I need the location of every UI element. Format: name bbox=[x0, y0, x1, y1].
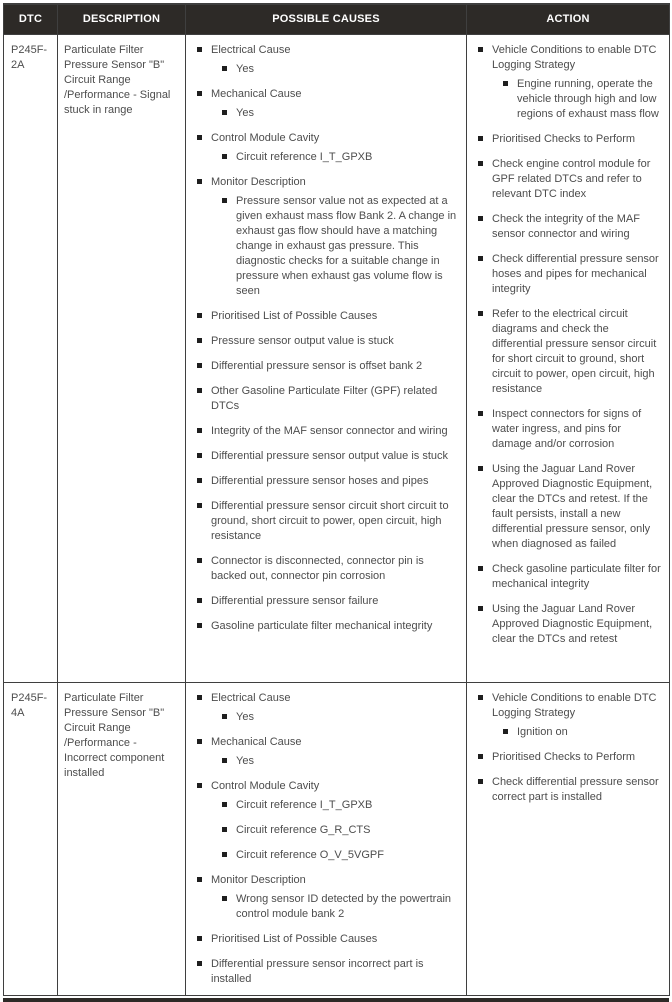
list-item-text: Refer to the electrical circuit diagrams and check the differential pressure sensor circuit for short circuit to ground, short circuit to power, open circuit, high resistance bbox=[492, 307, 657, 395]
bullet-square-icon bbox=[478, 606, 483, 611]
list-item-text: Differential pressure sensor failure bbox=[211, 594, 379, 607]
action-list bbox=[478, 43, 661, 647]
list-item bbox=[478, 750, 661, 765]
list-item bbox=[222, 798, 458, 813]
list-item-text: Mechanical Cause bbox=[211, 735, 302, 748]
list-item bbox=[197, 43, 458, 58]
possible-causes-cell bbox=[186, 682, 467, 995]
description-cell bbox=[58, 682, 186, 995]
list-item-text: Using the Jaguar Land Rover Approved Diagnostic Equipment, clear the DTCs and retest. If the fault persists, install a new differential pressure sensor, only when diagnosed as failed bbox=[492, 462, 653, 550]
list-item bbox=[222, 823, 458, 838]
bullet-square-icon bbox=[197, 135, 202, 140]
list-item bbox=[197, 932, 458, 947]
bullet-square-icon bbox=[197, 783, 202, 788]
list-item-text: Pressure sensor output value is stuck bbox=[211, 334, 394, 347]
list-item-text: Gasoline particulate filter mechanical integrity bbox=[211, 619, 433, 632]
bullet-square-icon bbox=[197, 623, 202, 628]
list-item bbox=[197, 87, 458, 102]
dtc-code: P245F-4A bbox=[11, 691, 48, 719]
list-item bbox=[197, 779, 458, 794]
list-item bbox=[197, 735, 458, 750]
list-item bbox=[197, 449, 458, 464]
list-item bbox=[197, 554, 458, 584]
list-item bbox=[478, 212, 661, 242]
bullet-square-icon bbox=[222, 714, 227, 719]
table-row bbox=[4, 682, 670, 995]
bullet-square-icon bbox=[222, 66, 227, 71]
bullet-square-icon bbox=[478, 411, 483, 416]
bullet-square-icon bbox=[197, 503, 202, 508]
bullet-square-icon bbox=[197, 478, 202, 483]
bullet-square-icon bbox=[478, 216, 483, 221]
list-item-text: Pressure sensor value not as expected at a given exhaust mass flow Bank 2. A change in exhaust gas flow should have a matching change in exhaust gas pressure. This diagnostic checks for a suitable change in pressure when exhaust gas volume flow is seen bbox=[236, 194, 457, 297]
column-header-description: DESCRIPTION bbox=[58, 4, 186, 34]
bullet-square-icon bbox=[197, 91, 202, 96]
bullet-square-icon bbox=[197, 179, 202, 184]
list-item bbox=[197, 957, 458, 987]
list-item bbox=[478, 691, 661, 721]
list-item bbox=[197, 474, 458, 489]
list-item bbox=[197, 359, 458, 374]
bullet-square-icon bbox=[478, 136, 483, 141]
list-item bbox=[197, 384, 458, 414]
bullet-square-icon bbox=[197, 313, 202, 318]
list-item bbox=[478, 157, 661, 202]
bullet-square-icon bbox=[197, 558, 202, 563]
bullet-square-icon bbox=[478, 695, 483, 700]
bullet-square-icon bbox=[478, 754, 483, 759]
list-item bbox=[478, 407, 661, 452]
column-header-possible-causes: POSSIBLE CAUSES bbox=[186, 4, 467, 34]
list-item bbox=[197, 499, 458, 544]
list-item bbox=[197, 594, 458, 609]
bullet-square-icon bbox=[222, 198, 227, 203]
list-item-text: Vehicle Conditions to enable DTC Logging Strategy bbox=[492, 691, 657, 719]
bullet-square-icon bbox=[222, 110, 227, 115]
list-item bbox=[197, 873, 458, 888]
bullet-square-icon bbox=[478, 47, 483, 52]
list-item-text: Wrong sensor ID detected by the powertrain control module bank 2 bbox=[236, 892, 452, 920]
bullet-square-icon bbox=[478, 779, 483, 784]
list-item bbox=[478, 462, 661, 552]
bullet-square-icon bbox=[478, 161, 483, 166]
bullet-square-icon bbox=[478, 256, 483, 261]
bullet-square-icon bbox=[503, 81, 508, 86]
dtc-code: P245F-2A bbox=[11, 43, 48, 71]
bullet-square-icon bbox=[197, 47, 202, 52]
next-table-header-bar bbox=[3, 998, 669, 1002]
list-item bbox=[222, 62, 458, 77]
bullet-square-icon bbox=[197, 936, 202, 941]
list-item bbox=[222, 106, 458, 121]
list-item-text: Mechanical Cause bbox=[211, 87, 302, 100]
bullet-square-icon bbox=[478, 311, 483, 316]
bullet-square-icon bbox=[197, 388, 202, 393]
bullet-square-icon bbox=[197, 877, 202, 882]
list-item bbox=[197, 334, 458, 349]
list-item-text: Using the Jaguar Land Rover Approved Diagnostic Equipment, clear the DTCs and retest bbox=[492, 602, 653, 645]
possible-causes-list bbox=[197, 691, 458, 987]
bullet-square-icon bbox=[197, 453, 202, 458]
list-item-text: Circuit reference I_T_GPXB bbox=[236, 150, 373, 163]
list-item-text: Integrity of the MAF sensor connector and wiring bbox=[211, 424, 448, 437]
bullet-square-icon bbox=[222, 758, 227, 763]
list-item-text: Check gasoline particulate filter for mechanical integrity bbox=[492, 562, 661, 590]
list-item bbox=[478, 562, 661, 592]
list-item-text: Yes bbox=[236, 106, 254, 119]
list-item bbox=[478, 43, 661, 73]
action-cell bbox=[467, 682, 670, 995]
bullet-square-icon bbox=[197, 428, 202, 433]
list-item-text: Differential pressure sensor output value is stuck bbox=[211, 449, 449, 462]
dtc-table bbox=[3, 3, 670, 996]
possible-causes-cell bbox=[186, 34, 467, 682]
list-item bbox=[478, 307, 661, 397]
list-item-text: Differential pressure sensor circuit short circuit to ground, short circuit to power, open circuit, high resistance bbox=[211, 499, 449, 542]
list-item-text: Monitor Description bbox=[211, 175, 306, 188]
list-item bbox=[197, 691, 458, 706]
bullet-square-icon bbox=[222, 827, 227, 832]
list-item bbox=[197, 619, 458, 634]
list-item bbox=[222, 754, 458, 769]
list-item bbox=[197, 424, 458, 439]
list-item-text: Yes bbox=[236, 754, 254, 767]
list-item-text: Connector is disconnected, connector pin is backed out, connector pin corrosion bbox=[211, 554, 424, 582]
bullet-square-icon bbox=[197, 598, 202, 603]
list-item-text: Prioritised List of Possible Causes bbox=[211, 309, 378, 322]
list-item-text: Check engine control module for GPF related DTCs and refer to relevant DTC index bbox=[492, 157, 651, 200]
list-item-text: Control Module Cavity bbox=[211, 131, 320, 144]
list-item bbox=[222, 150, 458, 165]
bullet-square-icon bbox=[197, 363, 202, 368]
bullet-square-icon bbox=[478, 566, 483, 571]
list-item-text: Ignition on bbox=[517, 725, 568, 738]
list-item bbox=[503, 77, 661, 122]
column-header-action: ACTION bbox=[467, 4, 670, 34]
list-item-text: Yes bbox=[236, 710, 254, 723]
list-item-text: Differential pressure sensor hoses and pipes bbox=[211, 474, 429, 487]
list-item bbox=[478, 602, 661, 647]
list-item-text: Other Gasoline Particulate Filter (GPF) related DTCs bbox=[211, 384, 438, 412]
list-item-text: Check differential pressure sensor correct part is installed bbox=[492, 775, 659, 803]
list-item bbox=[478, 775, 661, 805]
list-item bbox=[222, 848, 458, 863]
bullet-square-icon bbox=[222, 896, 227, 901]
bullet-square-icon bbox=[478, 466, 483, 471]
list-item-text: Prioritised Checks to Perform bbox=[492, 132, 636, 145]
list-item bbox=[222, 892, 458, 922]
list-item-text: Circuit reference G_R_CTS bbox=[236, 823, 371, 836]
bullet-square-icon bbox=[197, 739, 202, 744]
list-item-text: Differential pressure sensor incorrect part is installed bbox=[211, 957, 424, 985]
list-item-text: Yes bbox=[236, 62, 254, 75]
list-item bbox=[503, 725, 661, 740]
bullet-square-icon bbox=[222, 852, 227, 857]
list-item bbox=[197, 309, 458, 324]
description-cell bbox=[58, 34, 186, 682]
bullet-square-icon bbox=[197, 338, 202, 343]
list-item bbox=[222, 710, 458, 725]
list-item bbox=[222, 194, 458, 299]
list-item-text: Check the integrity of the MAF sensor connector and wiring bbox=[492, 212, 640, 240]
list-item-text: Engine running, operate the vehicle through high and low regions of exhaust mass flow bbox=[517, 77, 659, 120]
list-item bbox=[478, 252, 661, 297]
description-text: Particulate Filter Pressure Sensor "B" Circuit Range /Performance - Signal stuck in range bbox=[64, 43, 171, 116]
action-cell bbox=[467, 34, 670, 682]
dtc-code-cell bbox=[4, 682, 58, 995]
list-item-text: Differential pressure sensor is offset bank 2 bbox=[211, 359, 423, 372]
list-item-text: Control Module Cavity bbox=[211, 779, 320, 792]
list-item-text: Electrical Cause bbox=[211, 43, 291, 56]
bullet-square-icon bbox=[197, 961, 202, 966]
bullet-square-icon bbox=[222, 154, 227, 159]
dtc-code-cell bbox=[4, 34, 58, 682]
bullet-square-icon bbox=[222, 802, 227, 807]
list-item bbox=[478, 132, 661, 147]
bullet-square-icon bbox=[503, 729, 508, 734]
column-header-dtc: DTC bbox=[4, 4, 58, 34]
action-list bbox=[478, 691, 661, 805]
list-item-text: Monitor Description bbox=[211, 873, 306, 886]
list-item-text: Inspect connectors for signs of water ingress, and pins for damage and/or corrosion bbox=[492, 407, 642, 450]
list-item-text: Electrical Cause bbox=[211, 691, 291, 704]
list-item-text: Prioritised List of Possible Causes bbox=[211, 932, 378, 945]
description-text: Particulate Filter Pressure Sensor "B" Circuit Range /Performance - Incorrect component installed bbox=[64, 691, 165, 779]
table-row bbox=[4, 34, 670, 682]
table-header-row bbox=[4, 4, 670, 34]
list-item bbox=[197, 131, 458, 146]
list-item-text: Check differential pressure sensor hoses and pipes for mechanical integrity bbox=[492, 252, 659, 295]
list-item-text: Prioritised Checks to Perform bbox=[492, 750, 636, 763]
list-item-text: Circuit reference O_V_5VGPF bbox=[236, 848, 384, 861]
list-item bbox=[197, 175, 458, 190]
possible-causes-list bbox=[197, 43, 458, 634]
list-item-text: Vehicle Conditions to enable DTC Logging Strategy bbox=[492, 43, 657, 71]
list-item-text: Circuit reference I_T_GPXB bbox=[236, 798, 373, 811]
bullet-square-icon bbox=[197, 695, 202, 700]
